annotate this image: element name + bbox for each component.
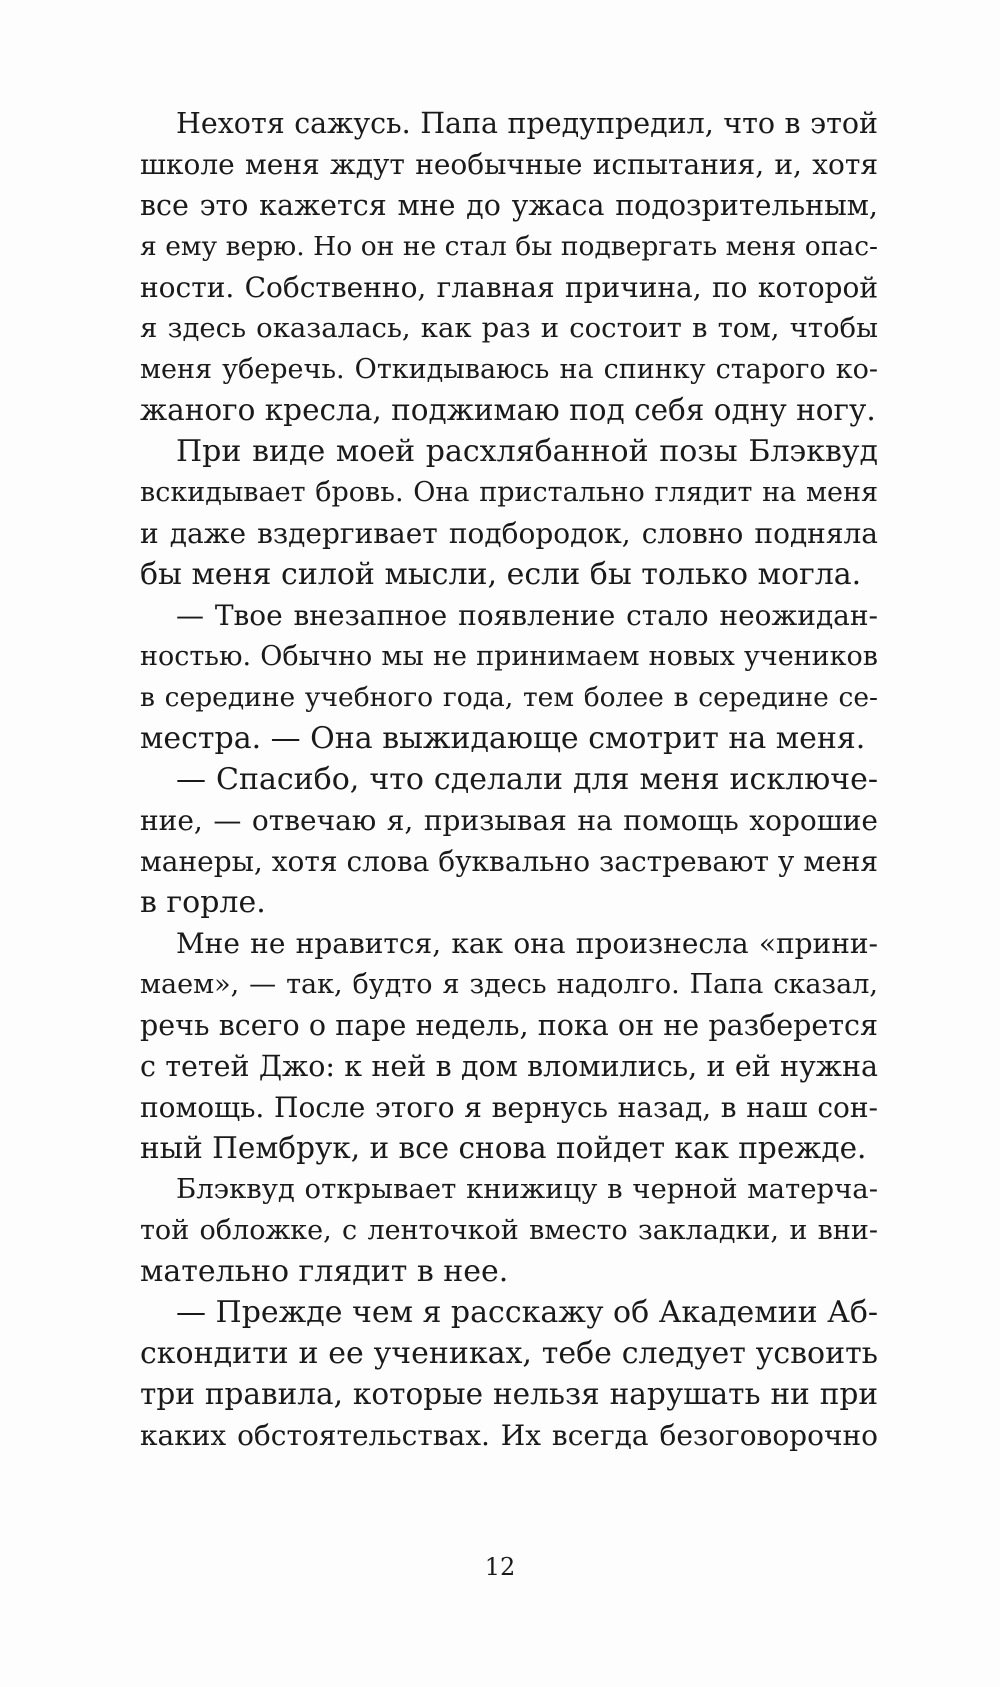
- text-line: три правила, которые нельзя нарушать ни при: [140, 1377, 878, 1411]
- text-line: бы меня силой мысли, если бы только могла.: [140, 557, 862, 592]
- text-line: вскидывает бровь. Она пристально глядит на меня: [140, 477, 878, 508]
- text-line: все это кажется мне до ужаса подозрительным,: [140, 189, 878, 222]
- text-line: речь всего о паре недель, пока он не разберется: [140, 1009, 878, 1042]
- text-line: ностью. Обычно мы не принимаем новых учеников: [140, 641, 878, 672]
- text-line: ности. Собственно, главная причина, по которой: [140, 271, 878, 304]
- text-line: — Спасибо, что сделали для меня исключе-: [176, 762, 878, 797]
- text-line: помощь. После этого я вернусь назад, в наш сон-: [140, 1091, 878, 1124]
- text-line: той обложке, с ленточкой вместо закладки, и вни-: [140, 1215, 878, 1246]
- text-line: Нехотя сажусь. Папа предупредил, что в этой: [176, 107, 878, 140]
- text-line: ние, — отвечаю я, призывая на помощь хорошие: [140, 804, 878, 837]
- text-line: скондити и ее учениках, тебе следует усвоить: [140, 1336, 878, 1371]
- text-line: с тетей Джо: к ней в дом вломились, и ей нужна: [140, 1050, 878, 1083]
- text-line: жаного кресла, поджимаю под себя одну ногу.: [140, 393, 876, 427]
- text-line: — Прежде чем я расскажу об Академии Аб-: [176, 1295, 879, 1330]
- text-line: я здесь оказалась, как раз и состоит в том, чтобы: [140, 312, 878, 344]
- text-line: каких обстоятельствах. Их всегда безоговорочно: [140, 1419, 878, 1452]
- text-line: маем», — так, будто я здесь надолго. Папа сказал,: [140, 969, 878, 1000]
- text-line: и даже вздергивает подбородок, словно подняла: [140, 517, 878, 550]
- text-line: в середине учебного года, тем более в середине се-: [140, 682, 878, 713]
- text-line: меня уберечь. Откидываюсь на спинку старого ко-: [140, 354, 878, 385]
- body-text: [140, 103, 878, 1456]
- text-line: я ему верю. Но он не стал бы подвергать меня опас-: [140, 231, 878, 262]
- text-line: Блэквуд открывает книжицу в черной матерча-: [176, 1173, 878, 1205]
- page-number: 12: [484, 1553, 516, 1581]
- text-line: местра. — Она выжидающе смотрит на меня.: [140, 721, 866, 756]
- text-line: Мне не нравится, как она произнесла «прини-: [176, 927, 878, 960]
- text-line: — Твое внезапное появление стало неожидан-: [176, 599, 878, 632]
- text-line: в горле.: [140, 885, 266, 920]
- text-line: При виде моей расхлябанной позы Блэквуд: [176, 434, 878, 469]
- text-line: мательно глядит в нее.: [140, 1254, 509, 1289]
- text-line: школе меня ждут необычные испытания, и, хотя: [140, 148, 878, 181]
- text-line: манеры, хотя слова буквально застревают у меня: [140, 845, 878, 878]
- text-line: ный Пембрук, и все снова пойдет как прежде.: [140, 1131, 867, 1165]
